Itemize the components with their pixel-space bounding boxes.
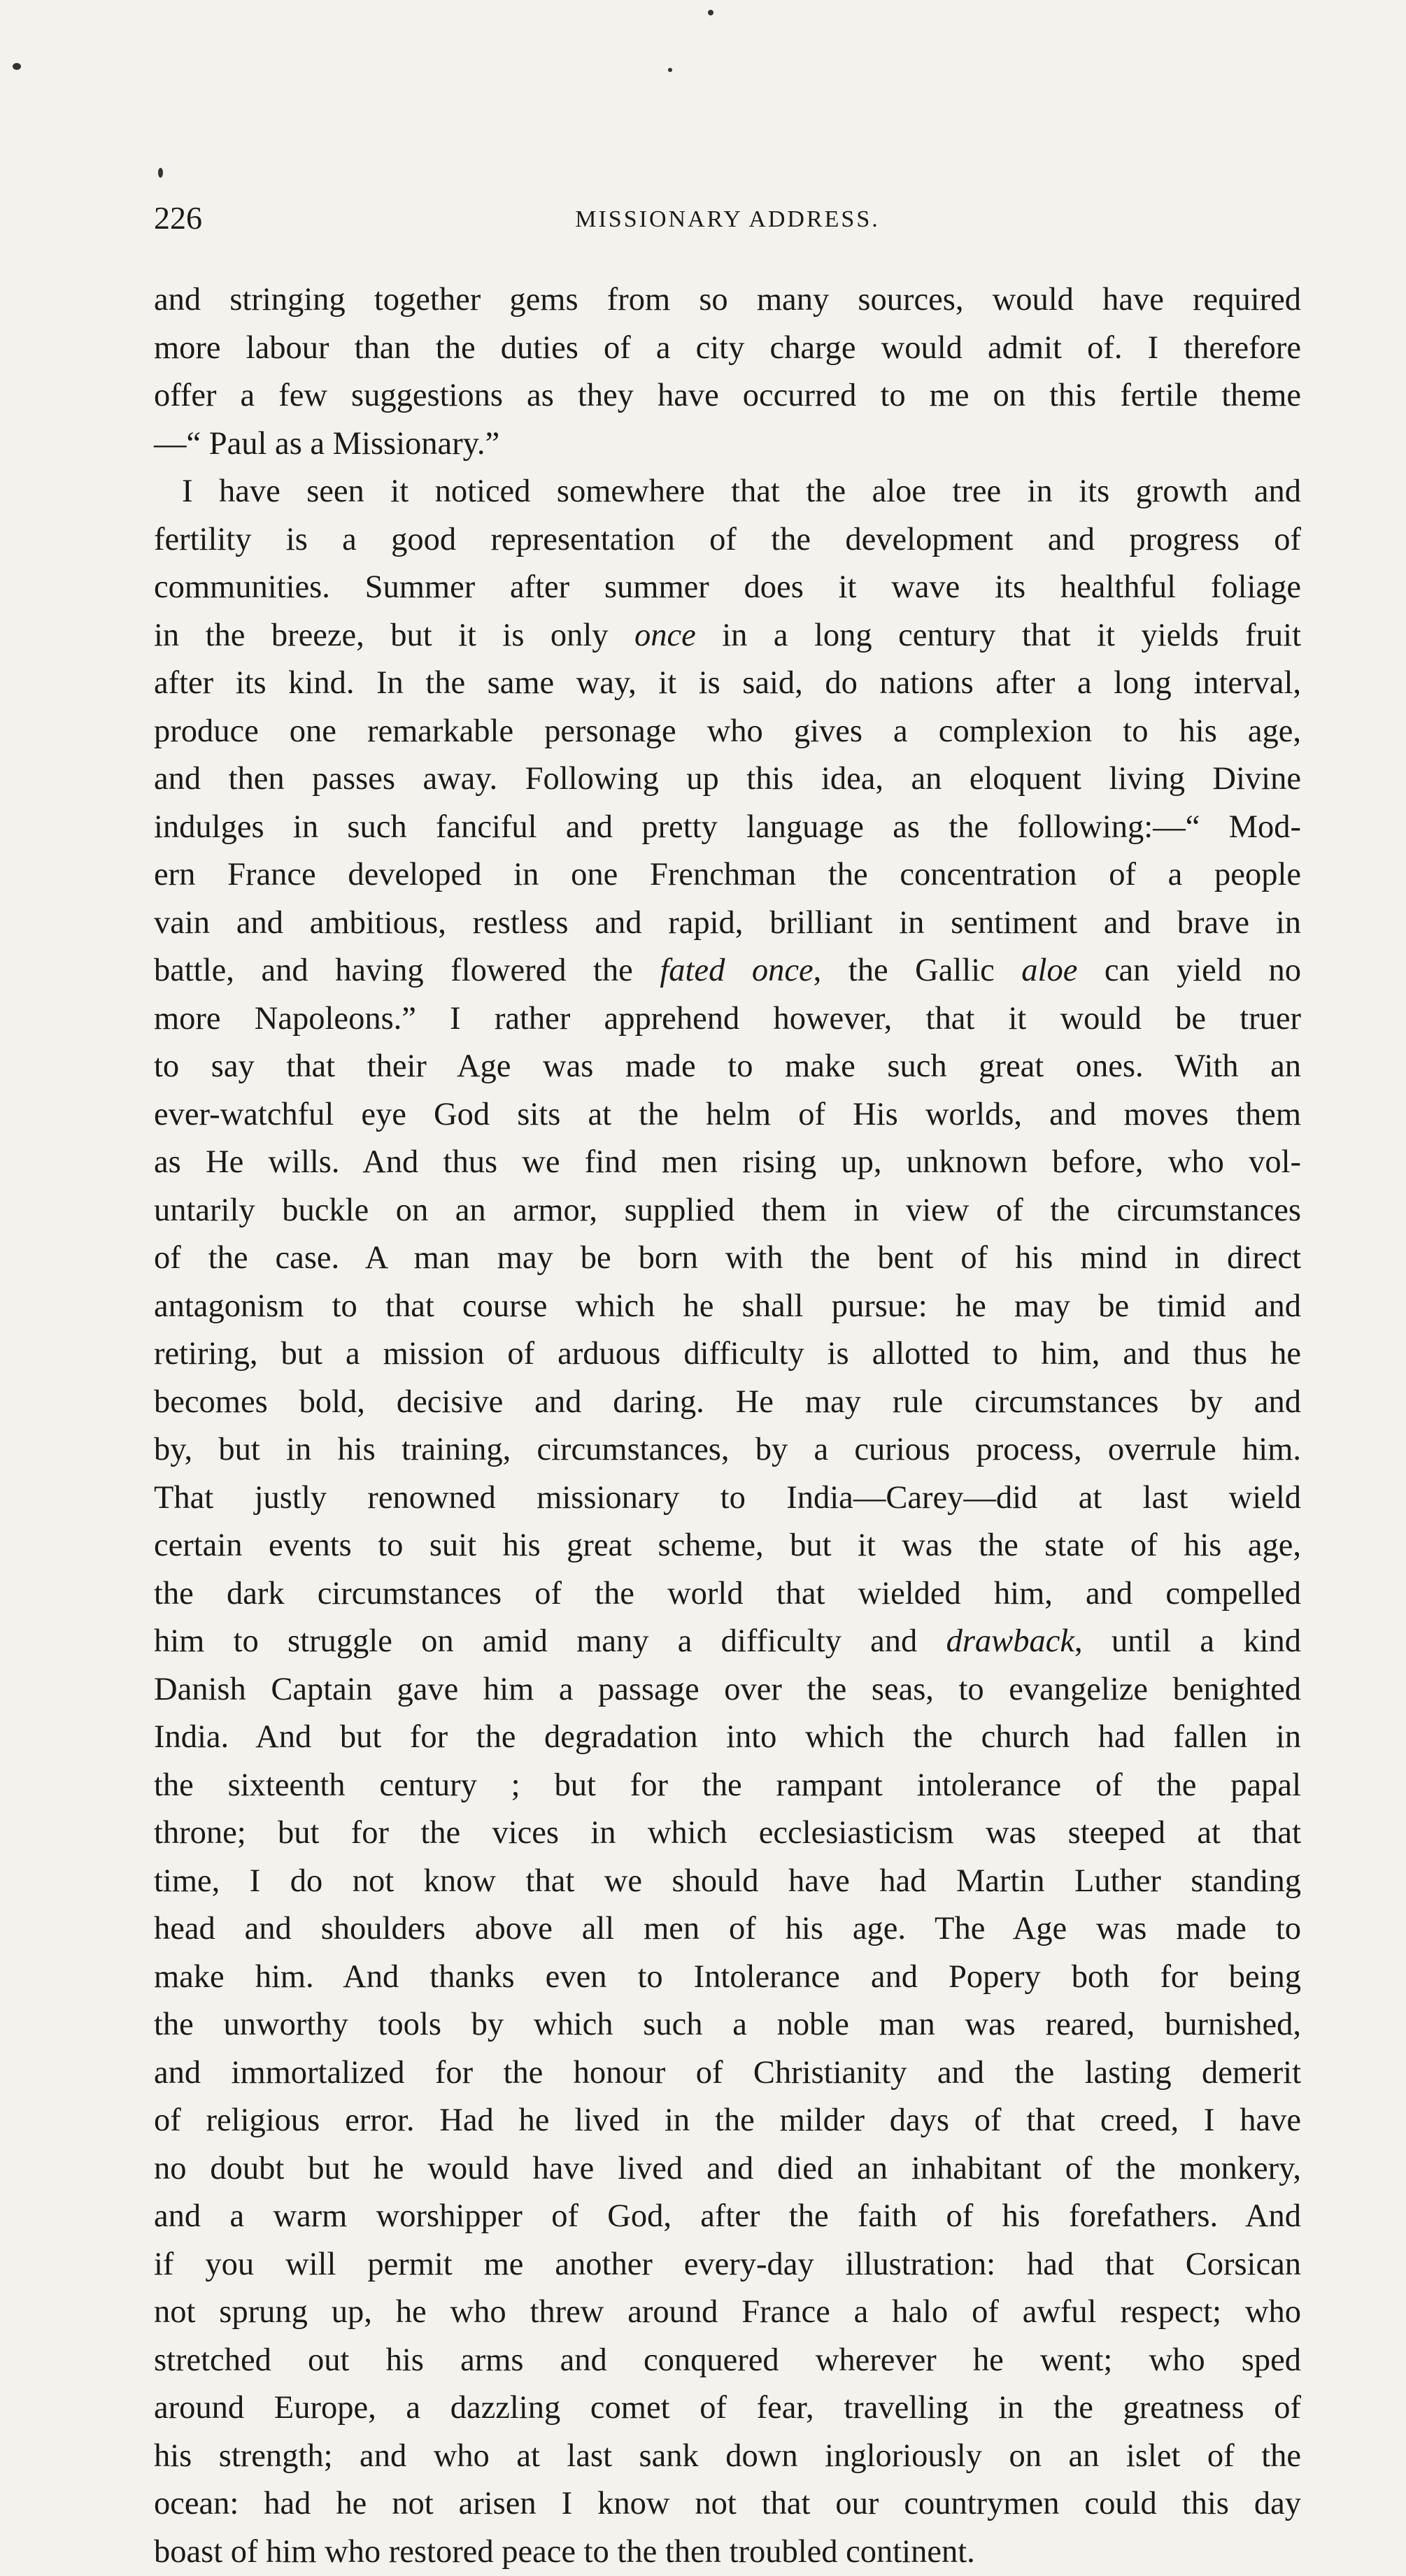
text-line: him to struggle on amid many a difficulty and drawback, until a kind — [154, 1618, 1301, 1666]
text-line: ocean: had he not arisen I know not that our countrymen could this day — [154, 2480, 1301, 2528]
text-line: if you will permit me another every-day illustration: had that Corsican — [154, 2241, 1301, 2289]
text-line: more labour than the duties of a city charge would admit of. I therefore — [154, 325, 1301, 373]
text-line: That justly renowned missionary to India—Carey—did at last wield — [154, 1474, 1301, 1523]
text-line: the unworthy tools by which such a noble man was reared, burnished, — [154, 2001, 1301, 2049]
text-line: I have seen it noticed somewhere that the aloe tree in its growth and — [154, 468, 1301, 516]
text-line: and immortalized for the honour of Christianity and the lasting demerit — [154, 2049, 1301, 2098]
text-line: Danish Captain gave him a passage over the seas, to evangelize benighted — [154, 1666, 1301, 1714]
text-line: antagonism to that course which he shall pursue: he may be timid and — [154, 1283, 1301, 1331]
ink-speck — [158, 168, 163, 178]
text-line: retiring, but a mission of arduous difficulty is allotted to him, and thus he — [154, 1330, 1301, 1379]
text-line: —“ Paul as a Missionary.” — [154, 420, 1301, 469]
text-line: head and shoulders above all men of his age. The Age was made to — [154, 1905, 1301, 1954]
text-line: by, but in his training, circumstances, by a curious process, overrule him. — [154, 1426, 1301, 1474]
text-line: in the breeze, but it is only once in a long century that it yields fruit — [154, 612, 1301, 660]
running-title: MISSIONARY ADDRESS. — [154, 206, 1301, 233]
text-line: battle, and having flowered the fated once, the Gallic aloe can yield no — [154, 947, 1301, 995]
page-number: 226 — [154, 199, 202, 236]
text-line: fertility is a good representation of the development and progress of — [154, 516, 1301, 564]
text-line: no doubt but he would have lived and died an inhabitant of the monkery, — [154, 2145, 1301, 2193]
text-line: not sprung up, he who threw around France a halo of awful respect; who — [154, 2289, 1301, 2337]
text-line: offer a few suggestions as they have occurred to me on this fertile theme — [154, 372, 1301, 420]
text-line: the sixteenth century ; but for the rampant intolerance of the papal — [154, 1762, 1301, 1810]
text-line: make him. And thanks even to Intolerance and Popery both for being — [154, 1954, 1301, 2002]
text-line: and then passes away. Following up this idea, an eloquent living Divine — [154, 755, 1301, 804]
text-line: and stringing together gems from so many sources, would have required — [154, 276, 1301, 325]
text-line: ern France developed in one Frenchman the concentration of a people — [154, 851, 1301, 899]
page-header — [154, 199, 1301, 248]
text-line: boast of him who restored peace to the then troubled continent. — [154, 2528, 1301, 2576]
book-page — [154, 199, 1301, 2576]
text-line: around Europe, a dazzling comet of fear, travelling in the greatness of — [154, 2384, 1301, 2433]
ink-speck — [668, 68, 672, 72]
text-line: of religious error. Had he lived in the milder days of that creed, I have — [154, 2097, 1301, 2145]
text-line: as He wills. And thus we find men rising up, unknown before, who vol- — [154, 1139, 1301, 1187]
text-line: vain and ambitious, restless and rapid, brilliant in sentiment and brave in — [154, 899, 1301, 948]
text-line: and a warm worshipper of God, after the faith of his forefathers. And — [154, 2193, 1301, 2241]
text-line: certain events to suit his great scheme, but it was the state of his age, — [154, 1522, 1301, 1570]
body-text — [154, 276, 1301, 2576]
text-line: time, I do not know that we should have had Martin Luther standing — [154, 1858, 1301, 1906]
text-line: untarily buckle on an armor, supplied them in view of the circumstances — [154, 1187, 1301, 1235]
text-line: produce one remarkable personage who gives a complexion to his age, — [154, 708, 1301, 756]
text-line: indulges in such fanciful and pretty language as the following:—“ Mod- — [154, 804, 1301, 852]
text-line: of the case. A man may be born with the bent of his mind in direct — [154, 1234, 1301, 1283]
text-line: ever-watchful eye God sits at the helm of His worlds, and moves them — [154, 1091, 1301, 1139]
text-line: to say that their Age was made to make such great ones. With an — [154, 1043, 1301, 1091]
text-line: communities. Summer after summer does it wave its healthful foliage — [154, 564, 1301, 612]
text-line: his strength; and who at last sank down ingloriously on an islet of the — [154, 2433, 1301, 2481]
ink-speck — [13, 63, 21, 70]
text-line: more Napoleons.” I rather apprehend however, that it would be truer — [154, 995, 1301, 1044]
text-line: throne; but for the vices in which ecclesiasticism was steeped at that — [154, 1809, 1301, 1858]
text-line: the dark circumstances of the world that wielded him, and compelled — [154, 1570, 1301, 1618]
text-line: stretched out his arms and conquered wherever he went; who sped — [154, 2337, 1301, 2385]
text-line: India. And but for the degradation into which the church had fallen in — [154, 1714, 1301, 1762]
text-line: becomes bold, decisive and daring. He may rule circumstances by and — [154, 1379, 1301, 1427]
text-line: after its kind. In the same way, it is said, do nations after a long interval, — [154, 660, 1301, 708]
ink-speck — [708, 10, 713, 15]
